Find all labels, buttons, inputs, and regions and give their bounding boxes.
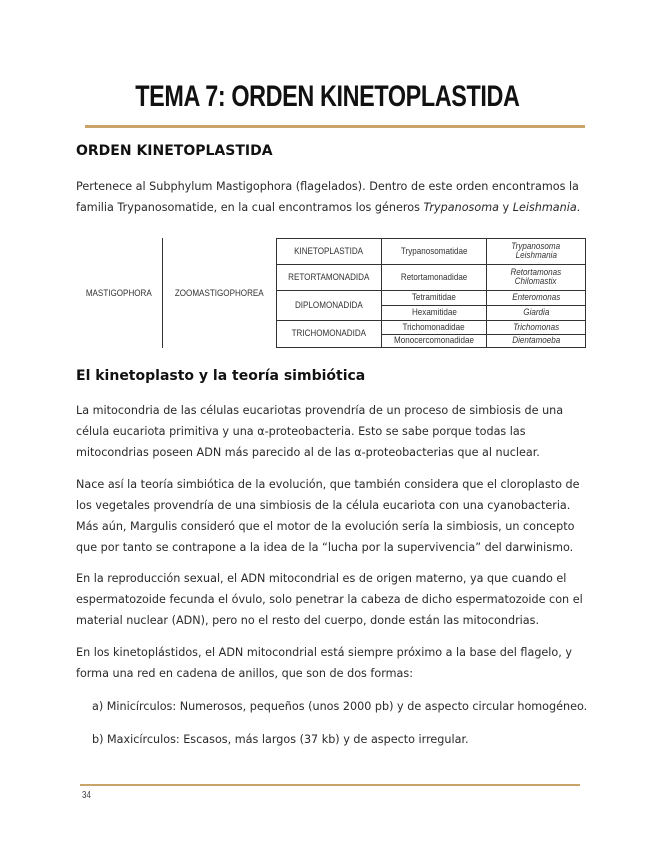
list-item-minicirculos: a) Minicírculos: Numerosos, pequeños (unos 2000 pb) y de aspecto circular homogéneo. xyxy=(92,700,588,713)
title-underline xyxy=(85,125,585,128)
table-divider xyxy=(585,238,586,348)
taxon-genus: Enteromonas xyxy=(511,292,561,303)
classification-table xyxy=(76,238,586,348)
paragraph-kinetoplastidos: En los kinetoplástidos, el ADN mitocondrial está siempre próximo a la base del flagelo, y forma una red en cadena de anillos, que son de dos formas: xyxy=(76,646,572,680)
taxon-order: RETORTAMONADIDA xyxy=(288,271,370,283)
section-heading-orden: ORDEN KINETOPLASTIDA xyxy=(76,143,273,159)
footer-rule xyxy=(80,784,580,786)
taxon-subphylum: MASTIGOPHORA xyxy=(86,287,152,299)
section-heading-kinetoplasto: El kinetoplasto y la teoría simbiótica xyxy=(76,368,366,384)
intro-and: y xyxy=(498,201,513,214)
taxon-genus: Trichomonas xyxy=(512,321,560,333)
page-title: TEMA 7: ORDEN KINETOPLASTIDA xyxy=(135,80,520,113)
taxon-class: ZOOMASTIGOPHOREA xyxy=(175,287,264,299)
taxon-family: Hexamitidae xyxy=(411,307,457,318)
intro-paragraph xyxy=(76,176,591,218)
paragraph-mitocondria: La mitocondria de las células eucariotas provendría de un proceso de simbiosis de una célula eucariota primitiva y una α-proteobacteria. Esto se sabe porque todas las mitocondrias poseen ADN más parecido al de las α-proteobacterias que al nuclear. xyxy=(76,404,564,459)
intro-end: . xyxy=(576,201,581,214)
paragraph-teoria-simbiotica: Nace así la teoría simbiótica de la evolución, que también considera que el cloroplasto de los vegetales provendría de una simbiosis de la célula eucariota con una cyanobacteria. Más aún, Margulis consideró que el motor de la evolución sería la simbiosis, un concepto que por tanto se contrapone a la idea de la “lucha por la supervivencia” del darwinismo. xyxy=(76,478,580,554)
taxon-family: Tetramitidae xyxy=(412,292,456,303)
page-number: 34 xyxy=(82,790,91,801)
taxon-genus: Giardia xyxy=(522,307,550,318)
table-divider xyxy=(276,347,586,348)
intro-line-2: familia Trypanosomatide, en la cual encontramos los géneros xyxy=(76,201,424,214)
taxon-order: TRICHOMONADIDA xyxy=(291,328,367,339)
taxon-genus: Retortamonas Chilomastix xyxy=(510,267,562,287)
taxon-family: Retortamonadidae xyxy=(400,271,468,283)
genus-leishmania: Leishmania xyxy=(512,201,577,214)
list-item-maxicirculos: b) Maxicírculos: Escasos, más largos (37 kb) y de aspecto irregular. xyxy=(92,733,469,746)
taxon-genus: Dientamoeba xyxy=(511,335,561,346)
taxon-order: KINETOPLASTIDA xyxy=(294,245,364,257)
taxon-genus: Trypanosoma Leishmania xyxy=(511,241,561,261)
taxon-family: Monocercomonadidae xyxy=(394,335,474,346)
taxon-family: Trypanosomatidae xyxy=(400,245,468,257)
taxon-order: DIPLOMONADIDA xyxy=(295,299,363,311)
taxon-family: Trichomonadidae xyxy=(402,321,466,333)
genus-trypanosoma: Trypanosoma xyxy=(423,201,499,214)
paragraph-reproduccion: En la reproducción sexual, el ADN mitocondrial es de origen materno, ya que cuando el espermatozoide fecunda el óvulo, solo penetrar la cabeza de dicho espermatozoide con el material nuclear (ADN), pero no el resto del cuerpo, donde están las mitocondrias. xyxy=(76,572,583,627)
intro-line-1: Pertenece al Subphylum Mastigophora (flagelados). Dentro de este orden encontramos la xyxy=(76,180,579,193)
